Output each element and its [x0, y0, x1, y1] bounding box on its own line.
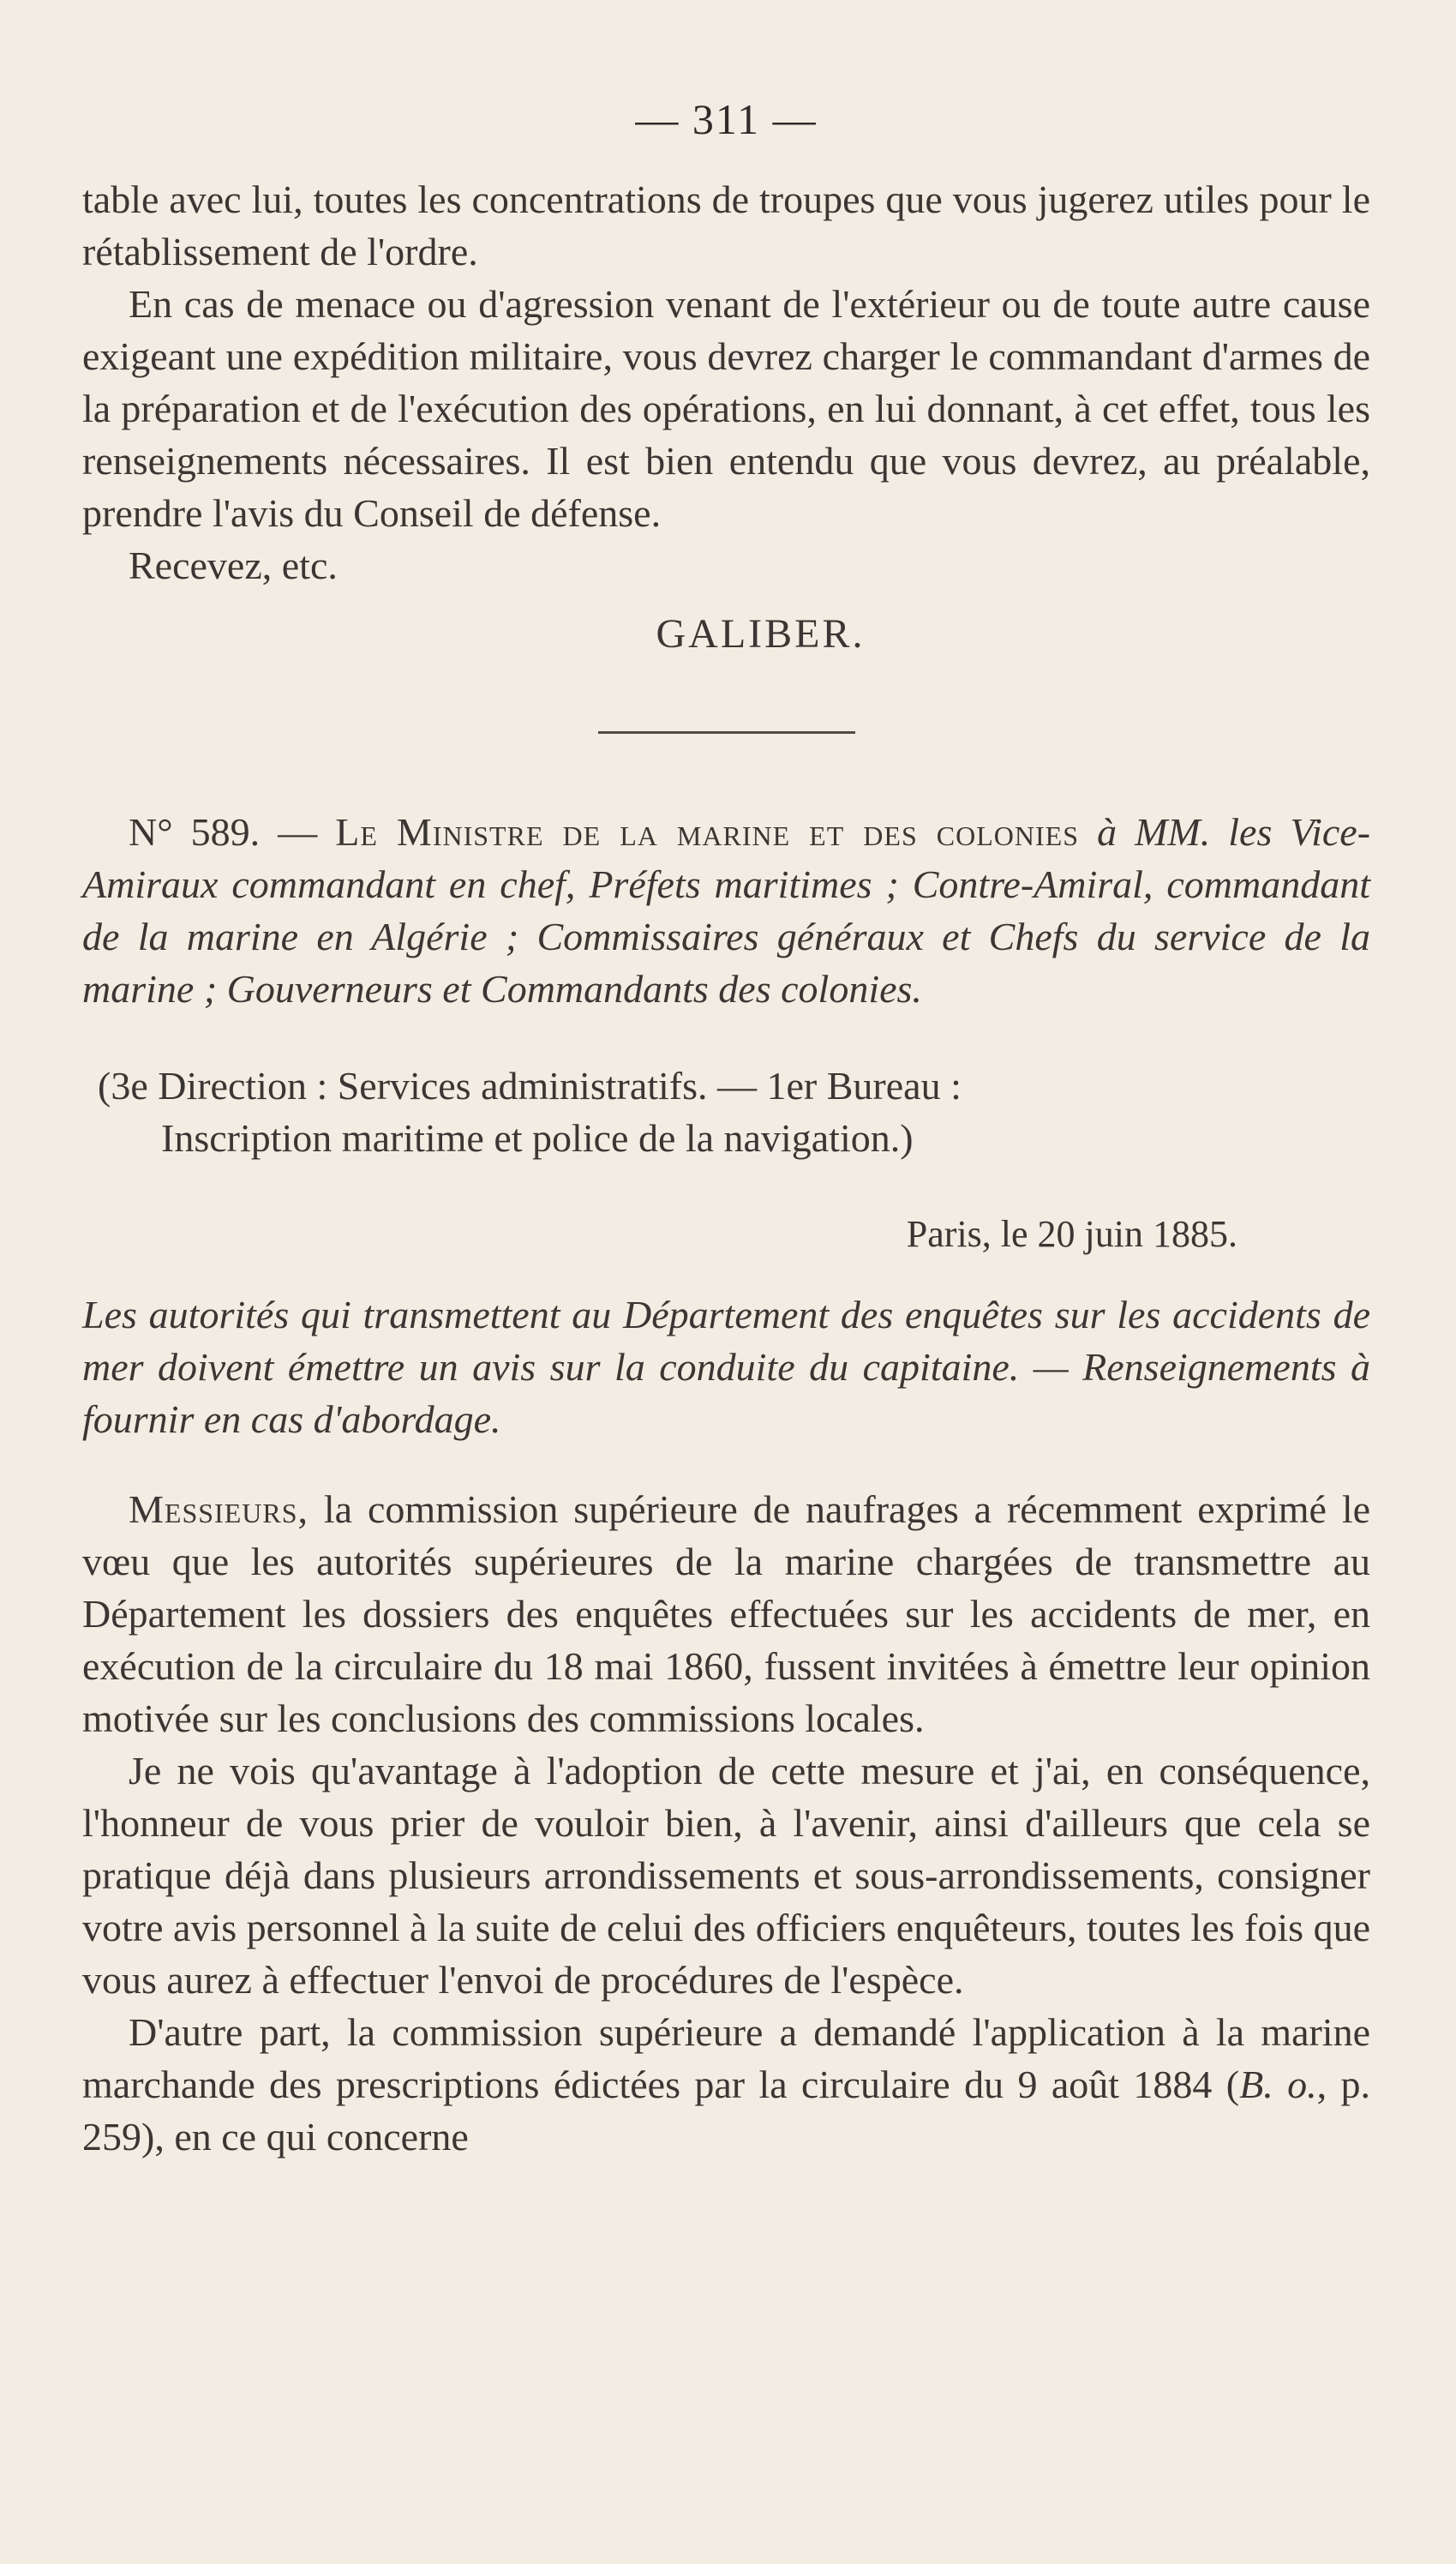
dateline: Paris, le 20 juin 1885.	[906, 1213, 1237, 1255]
body-paragraph-3-start: D'autre part, la commission supérieure a demandé l'application à la marine marchande des prescriptions édictées par la circulaire du 9 août 1884 (	[82, 2010, 1370, 2106]
signature: GALIBER.	[656, 611, 866, 657]
summary: Les autorités qui transmettent au Département des enquêtes sur les accidents de mer doivent émettre un avis sur la conduite du capitaine. — Renseignements à fournir en cas d'abordage.	[82, 1293, 1370, 1441]
circular-header	[82, 806, 1370, 1015]
direction-line-2: Inscription maritime et police de la navigation.)	[161, 1116, 914, 1160]
continuation-paragraph: table avec lui, toutes les concentrations de troupes que vous jugerez utiles pour le rétablissement de l'ordre.	[82, 177, 1370, 273]
body-paragraph-3-end: , p. 259), en ce qui concerne	[82, 2063, 1370, 2159]
body-paragraph-3	[82, 2006, 1370, 2163]
defense-paragraph: En cas de menace ou d'agression venant de l'extérieur ou de toute autre cause exigeant une expédition militaire, vous devrez charger le commandant d'armes de la préparation et de l'exécution des opérations, en lui donnant, à cet effet, tous les renseignements nécessaires. Il est bien entendu que vous devrez, au préalable, prendre l'avis du Conseil de défense.	[82, 282, 1370, 535]
body-paragraph-1-text: la commission supérieure de naufrages a récemment exprimé le vœu que les autorités supérieures de la marine chargées de transmettre au Département les dossiers des enquêtes effectuées sur les accidents de mer, en exécution de la circulaire du 18 mai 1860, fussent invitées à émettre leur opinion motivée sur les conclusions des commissions locales.	[82, 1487, 1371, 1740]
closing-formula: Recevez, etc.	[129, 543, 338, 587]
page-number: — 311 —	[635, 95, 818, 143]
direction-line-1: (3e Direction : Services administratifs. — 1er Bureau :	[98, 1064, 962, 1108]
section-divider	[598, 731, 855, 734]
salutation: Messieurs,	[129, 1487, 309, 1531]
circular-body	[82, 1483, 1370, 2163]
circular-addressees: à MM. les Vice-Amiraux commandant en chef, Préfets maritimes ; Contre-Amiral, commandant de la marine en Algérie ; Commissaires généraux et Chefs du service de la marine ; Gouverneurs et Commandants des colonies.	[82, 810, 1371, 1011]
body-paragraph-2: Je ne vois qu'avantage à l'adoption de cette mesure et j'ai, en conséquence, l'honneur de vous prier de vouloir bien, à l'avenir, ainsi d'ailleurs que cela se pratique déjà dans plusieurs arrondissements et sous-arrondissements, consigner votre avis personnel à la suite de celui des officiers enquêteurs, toutes les fois que vous aurez à effectuer l'envoi de procédures de l'espèce.	[82, 1749, 1370, 2002]
body-paragraph-1	[82, 1483, 1370, 1744]
direction-block	[82, 1060, 1370, 1164]
bulletin-reference: B. o.	[1239, 2063, 1317, 2106]
circular-number: N° 589. —	[129, 810, 318, 854]
circular-issuer: Le Ministre de la marine et des colonies	[335, 810, 1080, 854]
